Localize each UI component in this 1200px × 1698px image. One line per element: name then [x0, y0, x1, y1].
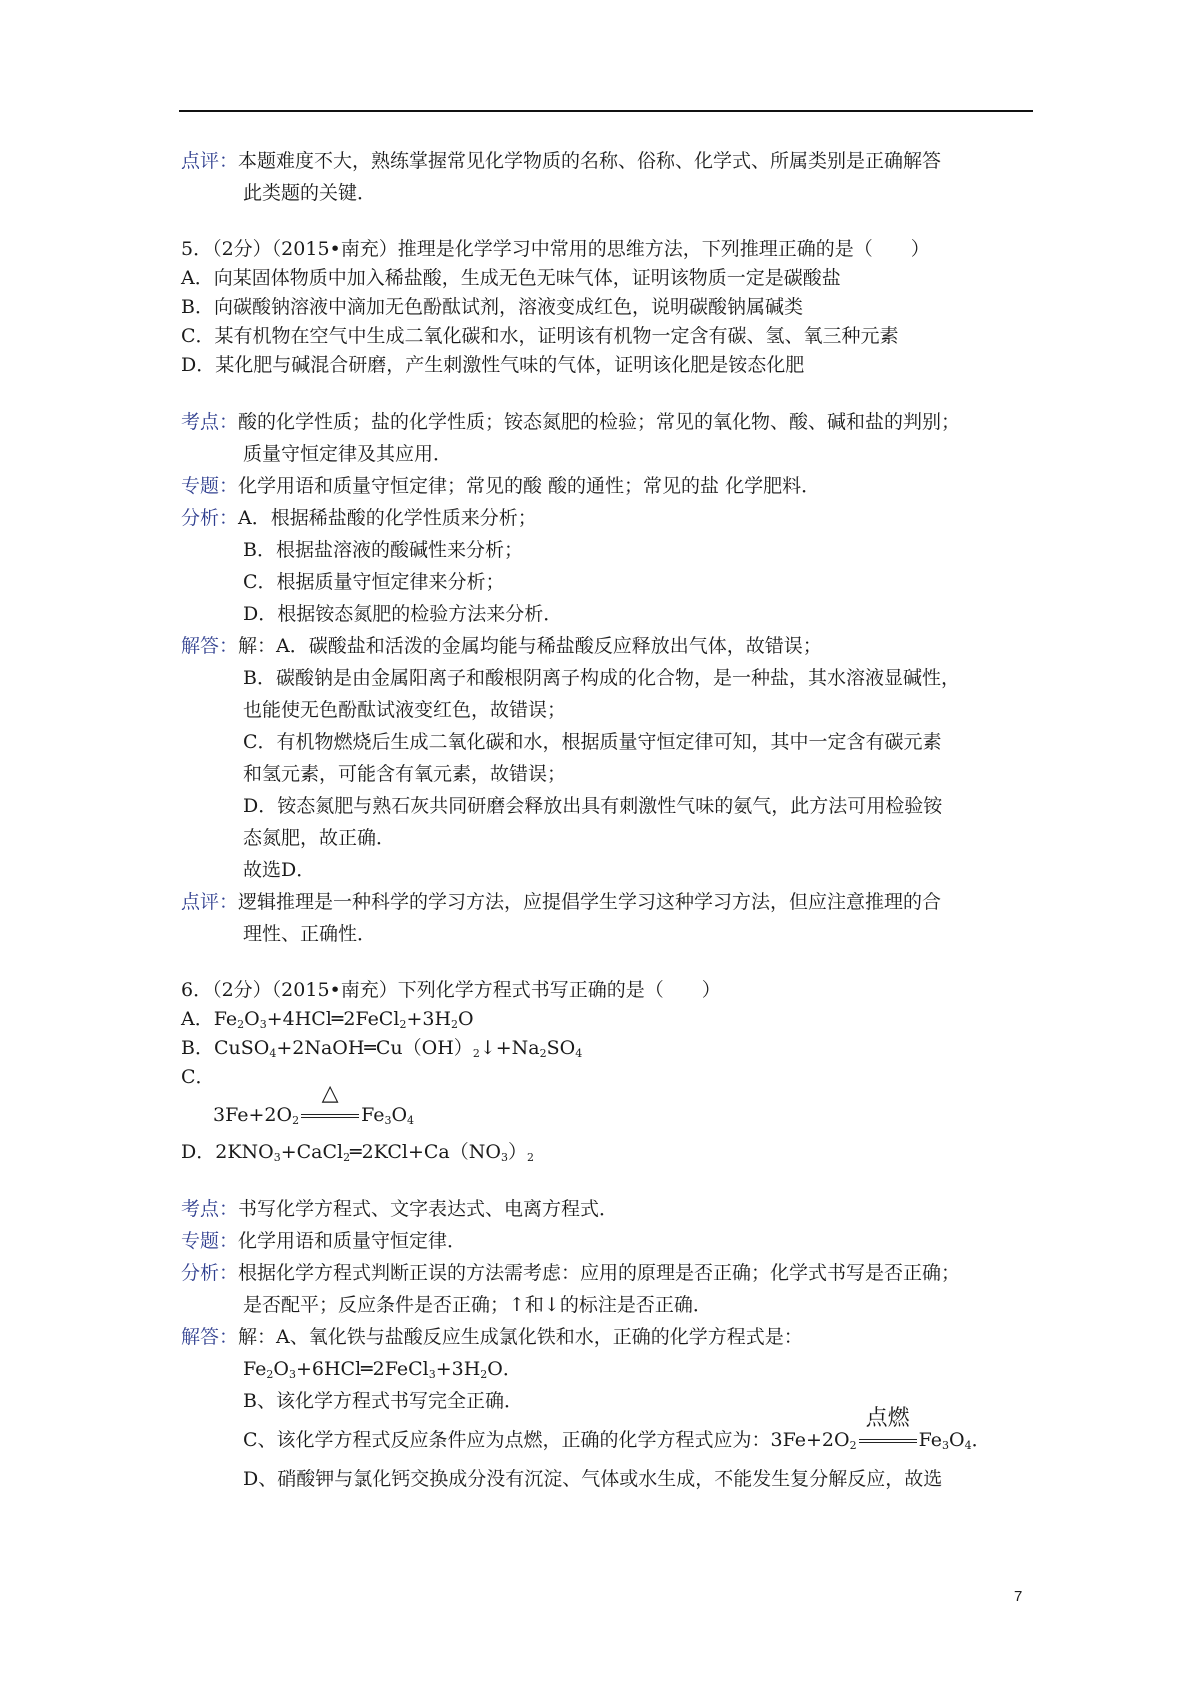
jieda-line-c: C、该化学方程式反应条件应为点燃，正确的化学方程式应为：$3Fe+2O_2$ 点燃 $Fe_3O_4$． — [243, 1406, 991, 1452]
page-number: 7 — [1014, 1588, 1023, 1605]
review-line — [181, 145, 1033, 177]
question-stem: 6．（2分）（2015•南充）下列化学方程式书写正确的是（ ） — [181, 979, 721, 1001]
dianping-text: 逻辑推理是一种科学的学习方法，应提倡学生学习这种学习方法，但应注意推理的合 — [238, 891, 942, 913]
option-prefix: D． — [181, 1141, 216, 1163]
jieda-text: 解：A．碳酸盐和活泼的金属均能与稀盐酸反应释放出气体，故错误； — [238, 635, 822, 657]
option-a: A．向某固体物质中加入稀盐酸，生成无色无味气体，证明该物质一定是碳酸盐 — [181, 267, 841, 289]
dianping-text: 理性、正确性． — [243, 923, 377, 945]
ignite-label: 点燃 — [865, 1406, 910, 1431]
jieda-text: C、该化学方程式反应条件应为点燃，正确的化学方程式应为：3Fe+2O — [243, 1429, 850, 1451]
jieda-line — [181, 1321, 1033, 1353]
ignite-condition — [859, 1406, 917, 1450]
fenxi-text: C．根据质量守恒定律来分析； — [243, 571, 505, 593]
equation-b: $CuSO_4+2NaOH═Cu(OH)_2↓+Na_2SO_4$ — [213, 1037, 583, 1060]
jieda-text: 故选D． — [243, 859, 316, 881]
option-b: B．向碳酸钠溶液中滴加无色酚酞试剂，溶液变成红色，说明碳酸钠属碱类 — [181, 296, 803, 318]
review-line — [181, 177, 1033, 209]
zhuanti-text: 化学用语和质量守恒定律． — [238, 1230, 467, 1252]
option-a — [181, 1005, 1033, 1034]
jieda-text: 解：A、氧化铁与盐酸反应生成氯化铁和水，正确的化学方程式是： — [238, 1326, 803, 1348]
document-body — [181, 145, 1033, 1495]
review-text: 本题难度不大，熟练掌握常见化学物质的名称、俗称、化学式、所属类别是正确解答 — [238, 150, 942, 172]
option-d — [181, 1138, 1033, 1167]
equation-c: $3Fe+2O_2$ △ $Fe_3O_4$ — [213, 1081, 415, 1127]
zhuanti-label: 专题： — [181, 1230, 239, 1252]
fenxi-text: D．根据铵态氮肥的检验方法来分析． — [243, 603, 563, 625]
fenxi-label: 分析： — [181, 507, 239, 529]
option-c: C．某有机物在空气中生成二氧化碳和水，证明该有机物一定含有碳、氢、氧三种元素 — [181, 325, 899, 347]
dianping-label: 点评： — [181, 891, 239, 913]
kaodian-line — [181, 1193, 1033, 1225]
question-stem: 5．（2分）（2015•南充）推理是化学学习中常用的思维方法，下列推理正确的是（ ） — [181, 238, 930, 260]
kaodian-text: 质量守恒定律及其应用． — [243, 443, 453, 465]
heat-condition — [301, 1081, 359, 1125]
jieda-label: 解答： — [181, 635, 239, 657]
jieda-text: D．铵态氮肥与熟石灰共同研磨会释放出具有刺激性气味的氨气，此方法可用检验铵 — [243, 795, 943, 817]
jieda-text: D、硝酸钾与氯化钙交换成分没有沉淀、气体或水生成，不能发生复分解反应，故选 — [243, 1468, 943, 1490]
kaodian-label: 考点： — [181, 1198, 239, 1220]
equation-a: $Fe_2O_3+4HCl═2FeCl_2+3H_2O$ — [213, 1008, 474, 1031]
fenxi-text: B．根据盐溶液的酸碱性来分析； — [243, 539, 523, 561]
jieda-text: 和氢元素，可能含有氧元素，故错误； — [243, 763, 567, 785]
heat-symbol: △ — [321, 1081, 339, 1106]
fenxi-line — [181, 502, 1033, 534]
jieda-text: 态氮肥，故正确． — [243, 827, 396, 849]
fenxi-label: 分析： — [181, 1262, 239, 1284]
product-text: $Fe_3O_4$． — [918, 1429, 991, 1452]
zhuanti-line — [181, 1225, 1033, 1257]
kaodian-line — [181, 406, 1033, 438]
jieda-text: B、该化学方程式书写完全正确． — [243, 1390, 523, 1412]
review-label: 点评： — [181, 150, 239, 172]
header-rule — [179, 110, 1033, 112]
option-prefix: A． — [181, 1008, 214, 1030]
jieda-text: C．有机物燃烧后生成二氧化碳和水，根据质量守恒定律可知，其中一定含有碳元素 — [243, 731, 942, 753]
option-prefix: C． — [181, 1066, 215, 1088]
jieda-text: B．碳酸钠是由金属阳离子和酸根阴离子构成的化合物，是一种盐，其水溶液显碱性， — [243, 667, 960, 689]
kaodian-label: 考点： — [181, 411, 239, 433]
fenxi-text: A．根据稀盐酸的化学性质来分析； — [238, 507, 537, 529]
jieda-text: 也能使无色酚酞试液变红色，故错误； — [243, 699, 567, 721]
dianping-line — [181, 886, 1033, 918]
kaodian-text: 书写化学方程式、文字表达式、电离方程式． — [238, 1198, 619, 1220]
equation-d: $2KNO_3+CaCl_2═2KCl+Ca(NO_3)_2$ — [215, 1141, 534, 1164]
option-d: D．某化肥与碱混合研磨，产生刺激性气味的气体，证明该化肥是铵态化肥 — [181, 354, 805, 376]
fenxi-line — [181, 1257, 1033, 1289]
option-prefix: B． — [181, 1037, 214, 1059]
jieda-equation: $Fe_2O_3+6HCl═2FeCl_3+3H_2O$． — [243, 1358, 522, 1381]
zhuanti-line — [181, 470, 1033, 502]
fenxi-text: 是否配平；反应条件是否正确；↑和↓的标注是否正确． — [243, 1294, 712, 1316]
review-text: 此类题的关键． — [243, 182, 377, 204]
zhuanti-text: 化学用语和质量守恒定律；常见的酸 酸的通性；常见的盐 化学肥料． — [238, 475, 821, 497]
jieda-line — [181, 630, 1033, 662]
kaodian-text: 酸的化学性质；盐的化学性质；铵态氮肥的检验；常见的氧化物、酸、碱和盐的判别； — [238, 411, 961, 433]
fenxi-text: 根据化学方程式判断正误的方法需考虑：应用的原理是否正确；化学式书写是否正确； — [238, 1262, 961, 1284]
option-b — [181, 1034, 1033, 1063]
zhuanti-label: 专题： — [181, 475, 239, 497]
jieda-label: 解答： — [181, 1326, 239, 1348]
